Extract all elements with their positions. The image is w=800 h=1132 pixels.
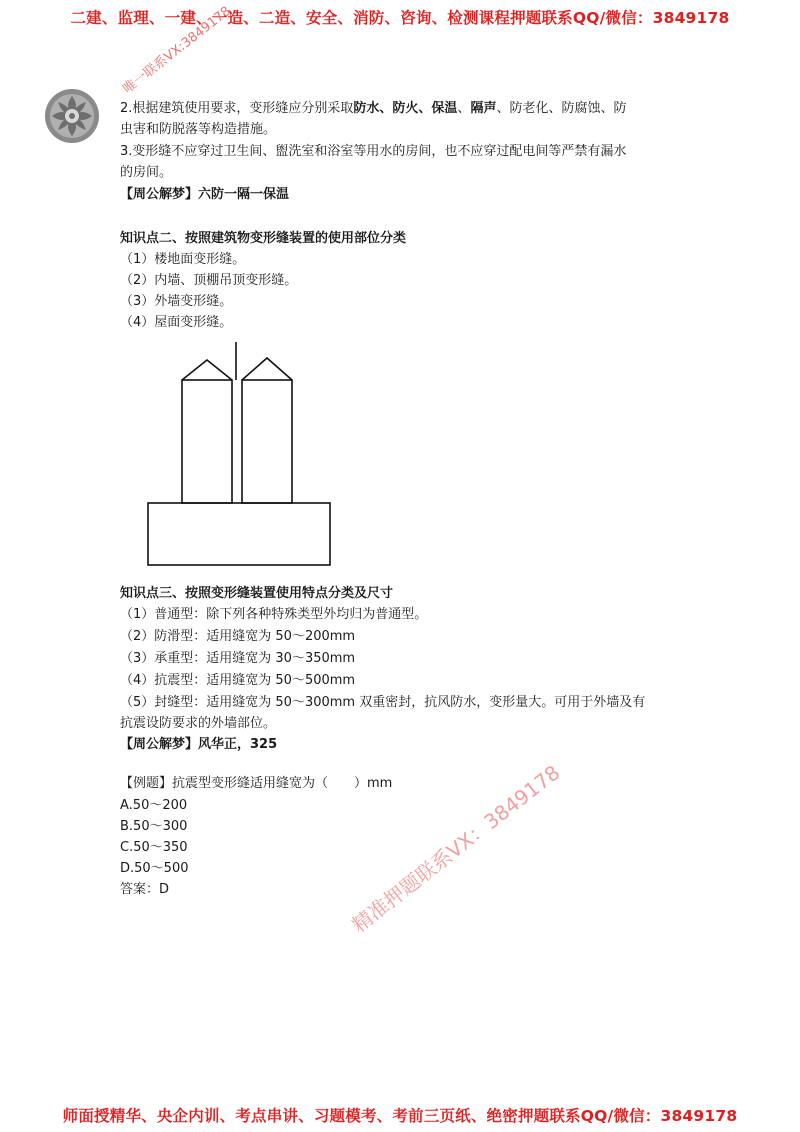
example-option: D.50～500 [120,861,189,876]
section2-item: （4）屋面变形缝。 [120,315,233,330]
example-option: B.50～300 [120,819,188,834]
section3-item: （1）普通型：除下列各种特殊类型外均归为普通型。 [120,607,428,622]
section3-item: （2）防滑型：适用缝宽为 50～200mm [120,629,356,644]
section3-item: （5）封缝型：适用缝宽为 50～300mm 双重密封，抗风防水，变形量大。可用于外墙及有 [120,695,646,710]
right-tower [242,380,292,503]
example-option: C.50～350 [120,840,188,855]
section2-item: （2）内墙、顶棚吊顶变形缝。 [120,273,298,288]
example-answer: 答案：D [120,882,170,897]
tip-2: 【周公解梦】风华正，325 [120,737,278,752]
left-tower [182,380,232,503]
left-tower-roof [182,360,232,380]
tip-1: 【周公解梦】六防一隔一保温 [120,187,290,202]
foundation-base [148,503,330,565]
section2-title: 知识点二、按照建筑物变形缝装置的使用部位分类 [120,231,407,246]
watermark-small: 唯一联系VX:3849178 [120,3,234,97]
item3-line2: 的房间。 [120,165,173,180]
watermark-large: 精准押题联系VX：3849178 [347,760,565,938]
example-question: 【例题】抗震型变形缝适用缝宽为（ ）mm [120,776,393,791]
right-tower-roof [242,358,292,380]
item2-line2: 虫害和防脱落等构造措施。 [120,122,277,137]
section2-item: （1）楼地面变形缝。 [120,252,246,267]
item2-line1: 2.根据建筑使用要求，变形缝应分别采取防水、防火、保温、隔声、防老化、防腐蚀、防 [120,101,627,116]
section3-item: 抗震设防要求的外墙部位。 [120,716,277,731]
section3-title: 知识点三、按照变形缝装置使用特点分类及尺寸 [120,586,394,601]
example-option: A.50～200 [120,798,188,813]
item3-line1: 3.变形缝不应穿过卫生间、盥洗室和浴室等用水的房间，也不应穿过配电间等严禁有漏水 [120,144,627,159]
section3-item: （4）抗震型：适用缝宽为 50～500mm [120,673,356,688]
section3-item: （3）承重型：适用缝宽为 30～350mm [120,651,356,666]
expansion-joint-diagram [140,340,340,570]
circular-logo-icon [44,88,100,144]
top-banner: 二建、监理、一建、一造、二造、安全、消防、咨询、检测课程押题联系QQ/微信：3849178 [70,9,730,27]
bottom-banner: 师面授精华、央企内训、考点串讲、习题模考、考前三页纸、绝密押题联系QQ/微信：3849178 [62,1107,738,1125]
section2-item: （3）外墙变形缝。 [120,294,233,309]
